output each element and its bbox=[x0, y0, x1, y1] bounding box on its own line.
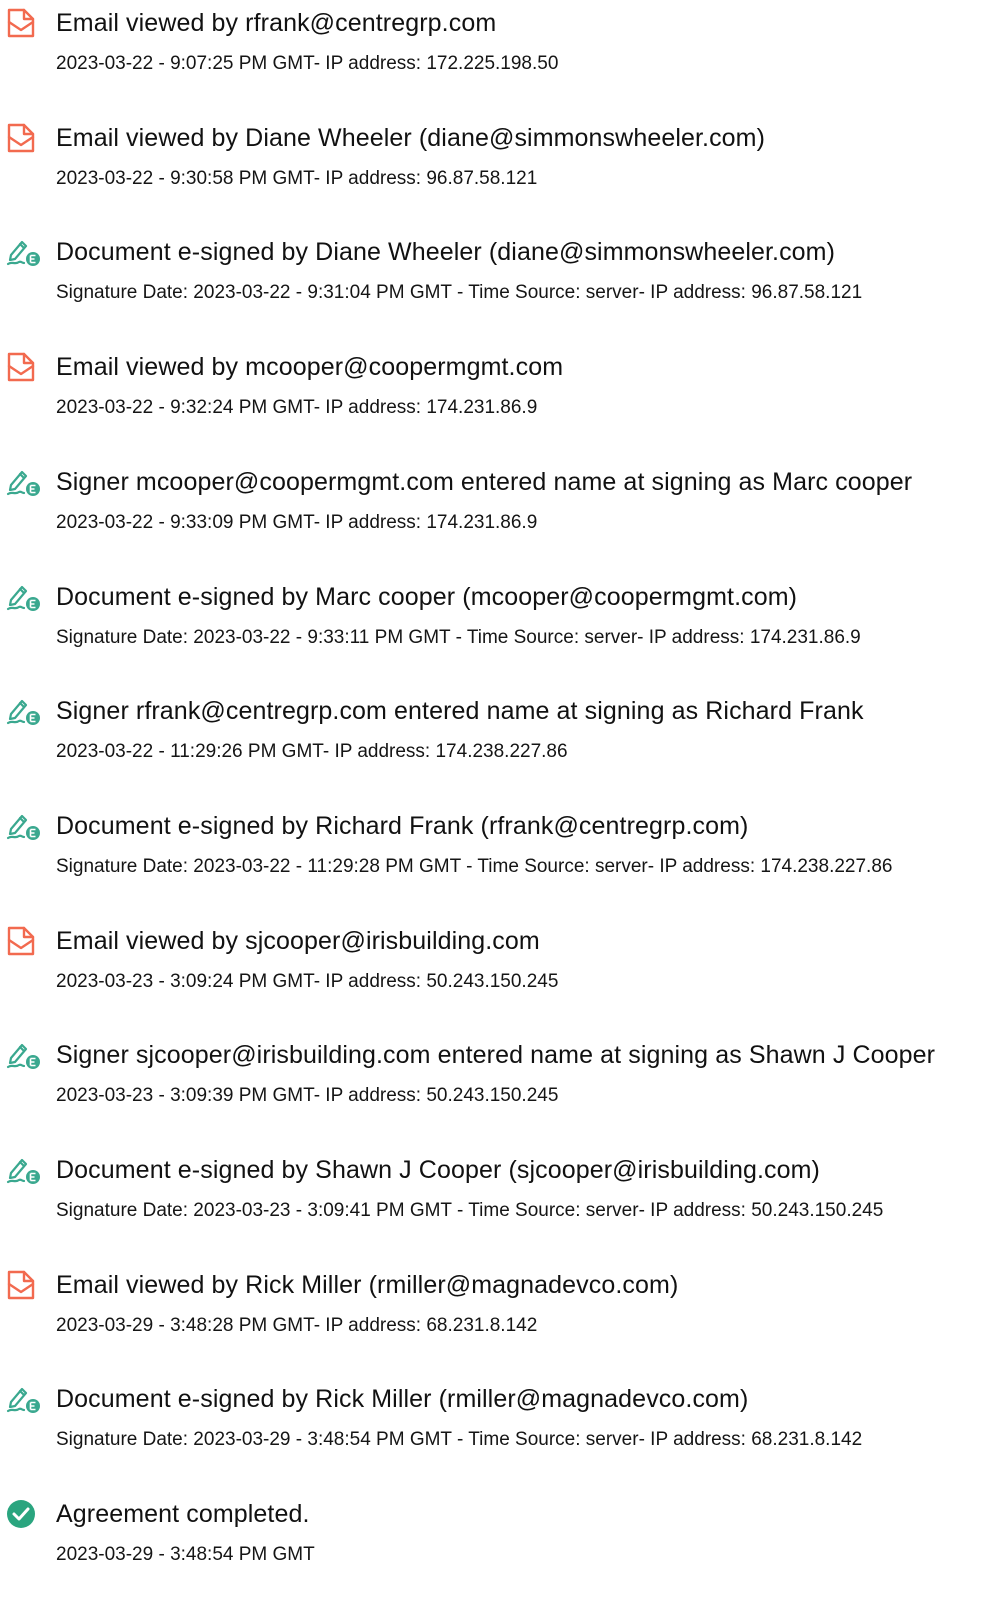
entry-detail: 2023-03-29 - 3:48:28 PM GMT- IP address: 68.231.8.142 bbox=[56, 1314, 538, 1336]
e-sign-icon bbox=[5, 467, 41, 499]
history-entry bbox=[0, 1376, 1000, 1491]
e-sign-icon bbox=[5, 696, 41, 728]
email-viewed-icon bbox=[5, 352, 41, 384]
history-entry bbox=[0, 344, 1000, 459]
email-viewed-icon bbox=[5, 926, 41, 958]
history-entry bbox=[0, 115, 1000, 230]
entry-title: Agreement completed. bbox=[56, 1500, 310, 1529]
entry-detail: 2023-03-23 - 3:09:24 PM GMT- IP address: 50.243.150.245 bbox=[56, 970, 559, 992]
entry-title: Signer rfrank@centregrp.com entered name at signing as Richard Frank bbox=[56, 697, 864, 726]
history-entry bbox=[0, 0, 1000, 115]
history-entry bbox=[0, 459, 1000, 574]
entry-detail: 2023-03-29 - 3:48:54 PM GMT bbox=[56, 1544, 315, 1566]
entry-title: Document e-signed by Rick Miller (rmiller@magnadevco.com) bbox=[56, 1385, 749, 1414]
e-sign-icon bbox=[5, 1155, 41, 1187]
entry-title: Signer mcooper@coopermgmt.com entered name at signing as Marc cooper bbox=[56, 467, 913, 496]
e-sign-icon bbox=[5, 237, 41, 269]
history-entry bbox=[0, 688, 1000, 803]
history-entry bbox=[0, 1147, 1000, 1262]
entry-detail: Signature Date: 2023-03-23 - 3:09:41 PM GMT - Time Source: server- IP address: 50.243.150.245 bbox=[56, 1200, 884, 1221]
email-viewed-icon bbox=[5, 123, 41, 155]
entry-detail: 2023-03-22 - 9:30:58 PM GMT- IP address: 96.87.58.121 bbox=[56, 167, 538, 189]
entry-detail: Signature Date: 2023-03-22 - 11:29:28 PM GMT - Time Source: server- IP address: 174.238.227.86 bbox=[56, 855, 893, 877]
entry-title: Email viewed by sjcooper@irisbuilding.com bbox=[56, 926, 540, 955]
e-sign-icon bbox=[5, 811, 41, 843]
entry-detail: 2023-03-22 - 9:07:25 PM GMT- IP address: 172.225.198.50 bbox=[56, 53, 559, 74]
email-viewed-icon bbox=[5, 1270, 41, 1302]
history-entry bbox=[0, 918, 1000, 1033]
entry-title: Email viewed by rfrank@centregrp.com bbox=[56, 9, 497, 37]
entry-detail: 2023-03-22 - 11:29:26 PM GMT- IP address: 174.238.227.86 bbox=[56, 741, 568, 763]
entry-detail: Signature Date: 2023-03-22 - 9:31:04 PM GMT - Time Source: server- IP address: 96.87.58.121 bbox=[56, 282, 863, 304]
history-entry bbox=[0, 1032, 1000, 1147]
entry-title: Document e-signed by Diane Wheeler (diane@simmonswheeler.com) bbox=[56, 238, 836, 267]
e-sign-icon bbox=[5, 1040, 41, 1072]
e-sign-icon bbox=[5, 1384, 41, 1416]
history-entry bbox=[0, 229, 1000, 344]
agreement-completed-icon bbox=[5, 1499, 41, 1531]
entry-title: Email viewed by Diane Wheeler (diane@simmonswheeler.com) bbox=[56, 123, 766, 152]
history-entry bbox=[0, 1262, 1000, 1377]
e-sign-icon bbox=[5, 582, 41, 614]
history-entry bbox=[0, 1491, 1000, 1606]
entry-title: Signer sjcooper@irisbuilding.com entered name at signing as Shawn J Cooper bbox=[56, 1041, 936, 1070]
entry-detail: Signature Date: 2023-03-29 - 3:48:54 PM GMT - Time Source: server- IP address: 68.231.8.142 bbox=[56, 1429, 863, 1451]
entry-title: Document e-signed by Richard Frank (rfrank@centregrp.com) bbox=[56, 811, 749, 840]
entry-detail: 2023-03-22 - 9:33:09 PM GMT- IP address: 174.231.86.9 bbox=[56, 511, 538, 533]
entry-title: Document e-signed by Marc cooper (mcooper@coopermgmt.com) bbox=[56, 582, 798, 611]
entry-title: Email viewed by Rick Miller (rmiller@magnadevco.com) bbox=[56, 1270, 679, 1299]
entry-title: Document e-signed by Shawn J Cooper (sjcooper@irisbuilding.com) bbox=[56, 1156, 820, 1184]
entry-detail: 2023-03-23 - 3:09:39 PM GMT- IP address: 50.243.150.245 bbox=[56, 1085, 559, 1107]
history-entry bbox=[0, 574, 1000, 689]
entry-detail: 2023-03-22 - 9:32:24 PM GMT- IP address: 174.231.86.9 bbox=[56, 397, 538, 419]
email-viewed-icon bbox=[5, 8, 41, 40]
entry-title: Email viewed by mcooper@coopermgmt.com bbox=[56, 353, 564, 382]
entry-detail: Signature Date: 2023-03-22 - 9:33:11 PM GMT - Time Source: server- IP address: 174.231.86.9 bbox=[56, 626, 861, 648]
history-entry bbox=[0, 803, 1000, 918]
